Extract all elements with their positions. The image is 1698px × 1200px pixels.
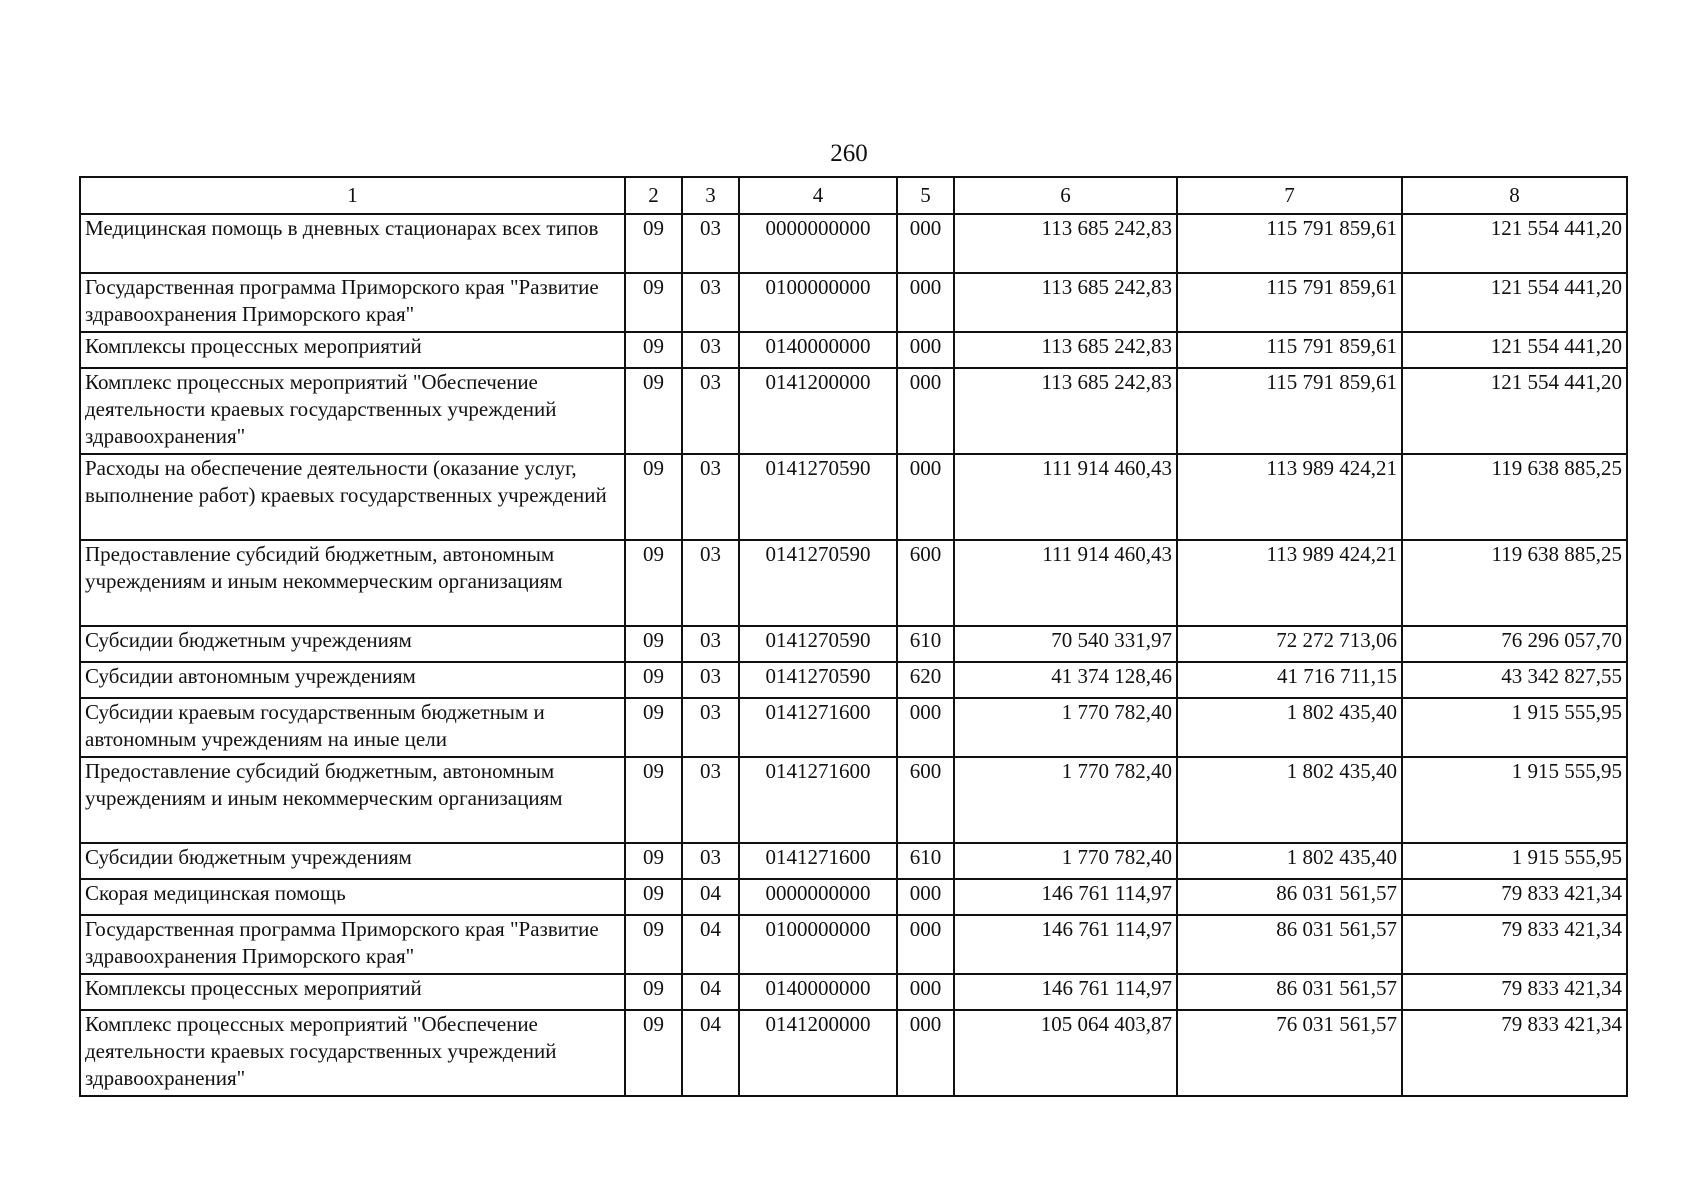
amount-year-1: 41 374 128,46 [954,662,1177,698]
table-row [80,662,1627,698]
header-cell: 3 [682,177,739,214]
expense-name: Субсидии краевым государственным бюджетным и автономным учреждениям на иные цели [80,698,625,757]
amount-year-3: 79 833 421,34 [1402,974,1627,1010]
amount-year-2: 76 031 561,57 [1177,1010,1402,1096]
expense-name: Медицинская помощь в дневных стационарах всех типов [80,214,625,273]
amount-year-1: 146 761 114,97 [954,974,1177,1010]
section-code: 09 [625,626,682,662]
amount-year-1: 113 685 242,83 [954,332,1177,368]
section-code: 09 [625,915,682,974]
table-row [80,698,1627,757]
target-article-code: 0000000000 [739,214,897,273]
expense-name: Комплекс процессных мероприятий "Обеспечение деятельности краевых государственных учреждений здравоохранения" [80,368,625,454]
expense-type-code: 000 [897,332,954,368]
table-row [80,368,1627,454]
header-cell: 2 [625,177,682,214]
header-cell: 6 [954,177,1177,214]
subsection-code: 04 [682,879,739,915]
amount-year-2: 113 989 424,21 [1177,540,1402,626]
section-code: 09 [625,368,682,454]
amount-year-3: 1 915 555,95 [1402,757,1627,843]
amount-year-2: 72 272 713,06 [1177,626,1402,662]
subsection-code: 03 [682,368,739,454]
amount-year-2: 115 791 859,61 [1177,368,1402,454]
amount-year-3: 79 833 421,34 [1402,915,1627,974]
amount-year-2: 115 791 859,61 [1177,273,1402,332]
section-code: 09 [625,273,682,332]
target-article-code: 0140000000 [739,332,897,368]
expense-name: Комплексы процессных мероприятий [80,974,625,1010]
header-cell: 7 [1177,177,1402,214]
subsection-code: 03 [682,757,739,843]
table-row [80,273,1627,332]
header-cell: 8 [1402,177,1627,214]
expense-type-code: 620 [897,662,954,698]
amount-year-2: 1 802 435,40 [1177,698,1402,757]
section-code: 09 [625,454,682,540]
subsection-code: 03 [682,698,739,757]
amount-year-1: 113 685 242,83 [954,273,1177,332]
expense-name: Предоставление субсидий бюджетным, автономным учреждениям и иным некоммерческим организациям [80,757,625,843]
target-article-code: 0100000000 [739,915,897,974]
expense-type-code: 600 [897,757,954,843]
target-article-code: 0100000000 [739,273,897,332]
expense-name: Субсидии бюджетным учреждениям [80,843,625,879]
subsection-code: 03 [682,843,739,879]
expense-name: Расходы на обеспечение деятельности (оказание услуг, выполнение работ) краевых государственных учреждений [80,454,625,540]
amount-year-3: 121 554 441,20 [1402,214,1627,273]
amount-year-3: 121 554 441,20 [1402,332,1627,368]
subsection-code: 03 [682,454,739,540]
amount-year-2: 86 031 561,57 [1177,879,1402,915]
target-article-code: 0141271600 [739,698,897,757]
table-row [80,1010,1627,1096]
section-code: 09 [625,540,682,626]
header-cell: 4 [739,177,897,214]
target-article-code: 0141200000 [739,368,897,454]
expense-name: Субсидии автономным учреждениям [80,662,625,698]
expense-type-code: 000 [897,214,954,273]
subsection-code: 03 [682,540,739,626]
subsection-code: 03 [682,214,739,273]
expense-type-code: 000 [897,454,954,540]
subsection-code: 03 [682,626,739,662]
expense-type-code: 000 [897,1010,954,1096]
amount-year-2: 86 031 561,57 [1177,915,1402,974]
amount-year-2: 86 031 561,57 [1177,974,1402,1010]
subsection-code: 04 [682,915,739,974]
header-cell: 1 [80,177,625,214]
amount-year-3: 119 638 885,25 [1402,540,1627,626]
section-code: 09 [625,879,682,915]
section-code: 09 [625,974,682,1010]
amount-year-1: 111 914 460,43 [954,454,1177,540]
table-row [80,843,1627,879]
target-article-code: 0000000000 [739,879,897,915]
subsection-code: 03 [682,273,739,332]
subsection-code: 04 [682,974,739,1010]
section-code: 09 [625,843,682,879]
target-article-code: 0141270590 [739,540,897,626]
amount-year-3: 121 554 441,20 [1402,273,1627,332]
subsection-code: 04 [682,1010,739,1096]
header-cell: 5 [897,177,954,214]
amount-year-1: 113 685 242,83 [954,214,1177,273]
expense-type-code: 000 [897,879,954,915]
expense-type-code: 610 [897,626,954,662]
expense-type-code: 610 [897,843,954,879]
table-row [80,879,1627,915]
expense-type-code: 600 [897,540,954,626]
target-article-code: 0141271600 [739,843,897,879]
section-code: 09 [625,1010,682,1096]
amount-year-1: 70 540 331,97 [954,626,1177,662]
expense-type-code: 000 [897,698,954,757]
amount-year-2: 115 791 859,61 [1177,214,1402,273]
amount-year-1: 146 761 114,97 [954,915,1177,974]
subsection-code: 03 [682,332,739,368]
expense-name: Скорая медицинская помощь [80,879,625,915]
amount-year-3: 1 915 555,95 [1402,698,1627,757]
table-row [80,540,1627,626]
amount-year-1: 113 685 242,83 [954,368,1177,454]
amount-year-3: 121 554 441,20 [1402,368,1627,454]
expense-name: Субсидии бюджетным учреждениям [80,626,625,662]
amount-year-3: 79 833 421,34 [1402,1010,1627,1096]
amount-year-3: 79 833 421,34 [1402,879,1627,915]
header-row [80,177,1627,214]
amount-year-2: 1 802 435,40 [1177,843,1402,879]
target-article-code: 0141271600 [739,757,897,843]
expense-name: Предоставление субсидий бюджетным, автономным учреждениям и иным некоммерческим организациям [80,540,625,626]
amount-year-3: 43 342 827,55 [1402,662,1627,698]
expense-type-code: 000 [897,974,954,1010]
target-article-code: 0141200000 [739,1010,897,1096]
amount-year-1: 1 770 782,40 [954,843,1177,879]
amount-year-1: 105 064 403,87 [954,1010,1177,1096]
subsection-code: 03 [682,662,739,698]
target-article-code: 0140000000 [739,974,897,1010]
amount-year-2: 41 716 711,15 [1177,662,1402,698]
section-code: 09 [625,698,682,757]
amount-year-1: 1 770 782,40 [954,757,1177,843]
expense-name: Государственная программа Приморского края "Развитие здравоохранения Приморского края" [80,273,625,332]
amount-year-1: 111 914 460,43 [954,540,1177,626]
target-article-code: 0141270590 [739,662,897,698]
table-row [80,974,1627,1010]
amount-year-1: 146 761 114,97 [954,879,1177,915]
amount-year-3: 1 915 555,95 [1402,843,1627,879]
expense-type-code: 000 [897,915,954,974]
target-article-code: 0141270590 [739,454,897,540]
amount-year-2: 1 802 435,40 [1177,757,1402,843]
table-row [80,332,1627,368]
expense-name: Комплексы процессных мероприятий [80,332,625,368]
table-row [80,454,1627,540]
table-row [80,757,1627,843]
table-row [80,214,1627,273]
section-code: 09 [625,757,682,843]
section-code: 09 [625,662,682,698]
section-code: 09 [625,214,682,273]
amount-year-1: 1 770 782,40 [954,698,1177,757]
table-row [80,915,1627,974]
expense-name: Комплекс процессных мероприятий "Обеспечение деятельности краевых государственных учреждений здравоохранения" [80,1010,625,1096]
amount-year-3: 119 638 885,25 [1402,454,1627,540]
expense-type-code: 000 [897,368,954,454]
expense-name: Государственная программа Приморского края "Развитие здравоохранения Приморского края" [80,915,625,974]
expense-type-code: 000 [897,273,954,332]
amount-year-3: 76 296 057,70 [1402,626,1627,662]
page-number: 260 [830,140,868,167]
section-code: 09 [625,332,682,368]
table-row [80,626,1627,662]
amount-year-2: 115 791 859,61 [1177,332,1402,368]
amount-year-2: 113 989 424,21 [1177,454,1402,540]
budget-table [79,176,1628,1097]
target-article-code: 0141270590 [739,626,897,662]
